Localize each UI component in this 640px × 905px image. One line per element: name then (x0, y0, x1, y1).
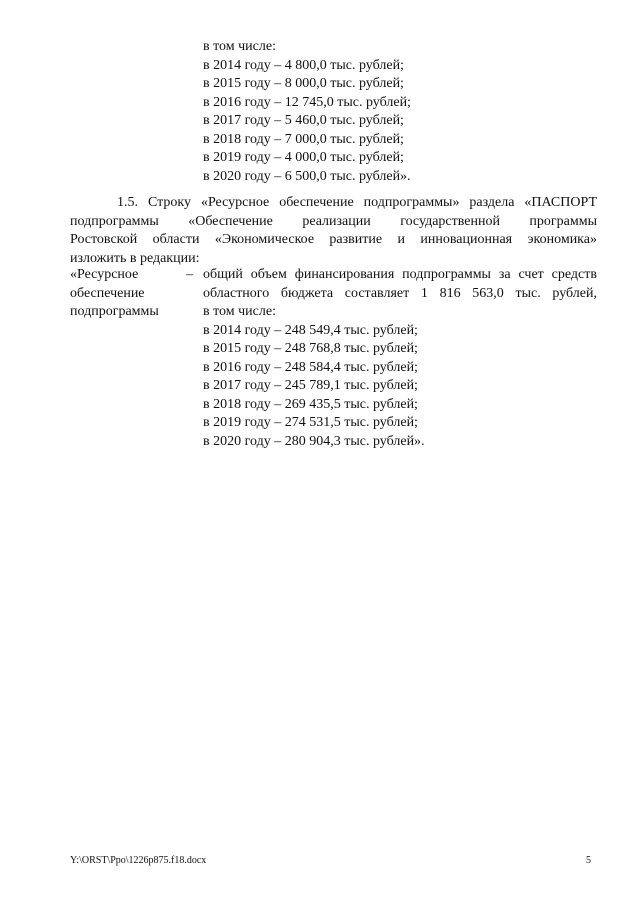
footer-page-number: 5 (586, 855, 591, 866)
top-funding-list (203, 38, 503, 186)
label-line: подпрограммы (70, 304, 159, 319)
list-item: в 2014 году – 4 800,0 тыс. рублей; (203, 57, 404, 73)
list-item: в 2019 году – 274 531,5 тыс. рублей; (203, 415, 418, 430)
value-intro: в том числе: (203, 304, 276, 319)
table-label-cell (70, 266, 180, 322)
label-line: обеспечение (70, 285, 145, 301)
section-paragraph (70, 194, 597, 268)
list-item: в 2020 году – 6 500,0 тыс. рублей». (203, 168, 411, 184)
list-item: в 2015 году – 248 768,8 тыс. рублей; (203, 341, 418, 356)
list-item: в 2017 году – 5 460,0 тыс. рублей; (203, 113, 404, 128)
value-line: областного бюджета составляет 1 816 563,0 тыс. рублей, (203, 285, 597, 301)
label-line: «Ресурсное (70, 267, 139, 282)
paragraph-line: изложить в редакции: (70, 250, 200, 266)
list-item: в 2016 году – 248 584,4 тыс. рублей; (203, 359, 418, 375)
list-item: в 2020 году – 280 904,3 тыс. рублей». (203, 433, 425, 449)
list-item: в 2014 году – 248 549,4 тыс. рублей; (203, 322, 418, 338)
list-item: в 2017 году – 245 789,1 тыс. рублей; (203, 378, 418, 393)
paragraph-line: 1.5. Строку «Ресурсное обеспечение подпрограммы» раздела «ПАСПОРТ (117, 195, 597, 210)
paragraph-line: подпрограммы «Обеспечение реализации государственной программы (70, 213, 597, 229)
value-line: общий объем финансирования подпрограммы за счет средств (203, 267, 597, 282)
paragraph-line: Ростовской области «Экономическое развитие и инновационная экономика» (70, 232, 597, 247)
list-item: в 2019 году – 4 000,0 тыс. рублей; (203, 150, 404, 165)
footer-file-path: Y:\ORST\Ppo\1226p875.f18.docx (70, 855, 207, 866)
list-item: в 2016 году – 12 745,0 тыс. рублей; (203, 94, 411, 110)
list-item: в 2018 году – 7 000,0 тыс. рублей; (203, 131, 404, 147)
list-intro: в том числе: (203, 39, 276, 54)
list-item: в 2018 году – 269 435,5 тыс. рублей; (203, 396, 418, 412)
table-value-cell (203, 266, 597, 451)
list-item: в 2015 году – 8 000,0 тыс. рублей; (203, 76, 404, 91)
table-dash: – (186, 267, 193, 282)
